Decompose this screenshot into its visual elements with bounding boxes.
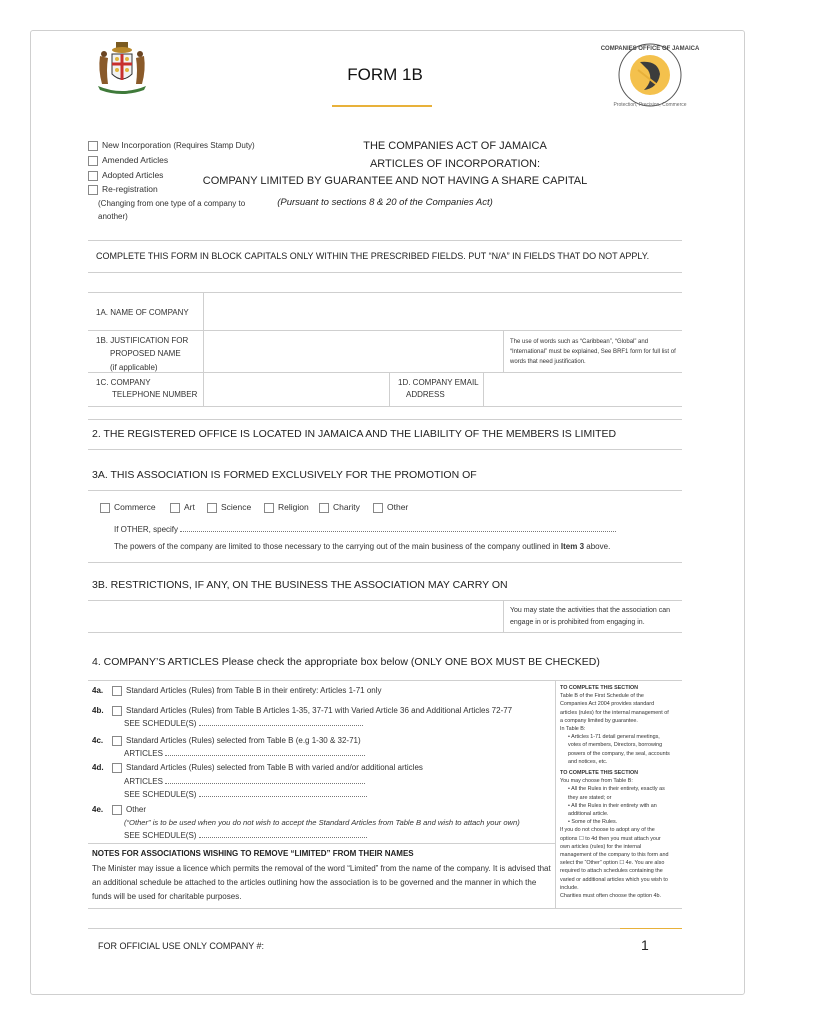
- option-4e-text: Other: [126, 805, 147, 814]
- field-1d-input[interactable]: [486, 375, 680, 405]
- option-4c[interactable]: [112, 734, 361, 747]
- field-1b-label: 1B. JUSTIFICATION FOR: [96, 336, 189, 345]
- option-4e-note: (“Other” is to be used when you do not wish to accept the Standard Articles from Table B and wish to attach your own): [124, 818, 520, 827]
- side-heading: TO COMPLETE THIS SECTION: [560, 770, 639, 777]
- table-border: [503, 330, 504, 372]
- instruction-text: COMPLETE THIS FORM IN BLOCK CAPITALS ONLY WITHIN THE PRESCRIBED FIELDS. PUT “N/A” IN FIELDS THAT DO NOT APPLY.: [96, 251, 650, 261]
- side-bullet-text: All the Rules in their entirety, exactly as they are stated; or: [568, 786, 665, 801]
- act-pursuant: (Pursuant to sections 8 & 20 of the Companies Act): [277, 197, 493, 208]
- title-underline: [332, 105, 432, 107]
- option-4e-label: 4e.: [92, 805, 104, 814]
- table-border: [88, 406, 682, 407]
- checkbox-icon[interactable]: [264, 503, 274, 513]
- table-border: [555, 680, 556, 908]
- section-2-title: 2. THE REGISTERED OFFICE IS LOCATED IN JAMAICA AND THE LIABILITY OF THE MEMBERS IS LIMITED: [92, 428, 617, 440]
- field-1d-label: ADDRESS: [406, 390, 445, 399]
- side-text: If you do not choose to adopt any of the options ☐ to 4d then you must attach your own articles (rules) for the internal management of the company to this form and select the “Other” option ☐ 4e. You are also required to attach schedules containing the varied or additional articles which you wish to include.: [560, 827, 669, 891]
- section-3b-title: 3B. RESTRICTIONS, IF ANY, ON THE BUSINESS THE ASSOCIATION MAY CARRY ON: [92, 579, 508, 591]
- checkbox-charity[interactable]: [319, 502, 360, 513]
- divider: [88, 600, 682, 601]
- side-bullet: • All the Rules in their entirety with an additional article.: [568, 802, 657, 818]
- option-4d-text: Standard Articles (Rules) selected from Table B with varied and/or additional articles: [126, 763, 423, 772]
- field-1b-label: (if applicable): [110, 363, 158, 372]
- checkbox-label: Charity: [333, 502, 360, 512]
- checkbox-icon[interactable]: [112, 736, 122, 746]
- checkbox-label: Religion: [278, 502, 309, 512]
- checkbox-icon[interactable]: [170, 503, 180, 513]
- page-number: 1: [641, 937, 649, 953]
- table-border: [503, 600, 504, 632]
- side-text: Table B of the First Schedule of the Companies Act 2004 provides standard articles (rules) for the internal management of a company limited by guarantee.: [560, 693, 669, 724]
- checkbox-icon[interactable]: [373, 503, 383, 513]
- option-4d-label: 4d.: [92, 763, 104, 772]
- field-1d-label: 1D. COMPANY EMAIL: [398, 378, 479, 387]
- seal-motto: Protection, Precision, Commerce: [613, 102, 687, 108]
- side-bullet-text: Articles 1-71 detail general meetings, votes of members, Directors, borrowing powers of the company, the seal, accounts and notices, etc.: [568, 734, 670, 765]
- field-1b-label: PROPOSED NAME: [110, 349, 181, 358]
- divider: [88, 490, 682, 491]
- checkbox-icon[interactable]: [207, 503, 217, 513]
- official-use-label: FOR OFFICIAL USE ONLY COMPANY #:: [98, 941, 265, 951]
- divider: [88, 449, 682, 450]
- powers-item-ref: Item 3: [560, 542, 585, 551]
- other-specify: [114, 523, 616, 536]
- reregistration-note: (Changing from one type of a company to: [98, 199, 246, 208]
- divider: [88, 562, 682, 563]
- field-1b-note: The use of words such as “Caribbean”, “Global” and “International” must be explained, See BRF1 form for full list of words that need justification.: [510, 339, 676, 365]
- checkbox-label: Commerce: [114, 502, 156, 512]
- side-bullet: • Articles 1-71 detail general meetings, votes of members, Directors, borrowing powers of the company, the seal, accounts and notices, etc.: [568, 734, 670, 765]
- seal-text: COMPANIES OFFICE OF JAMAICA: [600, 46, 700, 52]
- divider: [88, 928, 682, 929]
- checkbox-label: Adopted Articles: [102, 170, 164, 180]
- option-4c-label: 4c.: [92, 736, 104, 745]
- section-4-title: 4. COMPANY’S ARTICLES Please check the appropriate box below (ONLY ONE BOX MUST BE CHECKED): [92, 656, 600, 668]
- side-text: In Table B:: [560, 726, 586, 733]
- checkbox-other[interactable]: [373, 502, 408, 513]
- act-company-type: COMPANY LIMITED BY GUARANTEE AND NOT HAVING A SHARE CAPITAL: [202, 175, 588, 187]
- articles-label: ARTICLES: [124, 777, 163, 786]
- schedule-input[interactable]: [199, 829, 367, 838]
- divider: [88, 680, 682, 681]
- checkbox-label: Re-registration: [102, 184, 158, 194]
- checkbox-label: Art: [184, 502, 195, 512]
- checkbox-note: (Requires Stamp Duty): [173, 141, 255, 150]
- table-border: [203, 292, 204, 406]
- checkbox-label: Science: [221, 502, 252, 512]
- option-4b-schedule: [124, 717, 363, 730]
- footer-accent: [620, 928, 682, 929]
- side-text: Charities must often choose the option 4b.: [560, 893, 661, 900]
- checkbox-art[interactable]: [170, 502, 195, 513]
- act-title: THE COMPANIES ACT OF JAMAICA: [363, 140, 547, 152]
- divider: [88, 419, 682, 420]
- other-specify-label: If OTHER, specify: [114, 525, 179, 534]
- schedule-label: SEE SCHEDULE(S): [124, 831, 197, 840]
- checkbox-icon[interactable]: [112, 686, 122, 696]
- side-text: You may choose from Table B:: [560, 778, 633, 785]
- checkbox-icon[interactable]: [112, 706, 122, 716]
- divider: [88, 272, 682, 273]
- side-bullet-text: All the Rules in their entirety with an additional article.: [568, 802, 657, 818]
- table-border: [389, 372, 390, 406]
- option-4e[interactable]: [112, 803, 146, 816]
- table-border: [483, 372, 484, 406]
- section-3b-note: You may state the activities that the association can engage in or is prohibited from engaging in.: [510, 607, 671, 626]
- side-bullet-text: Some of the Rules.: [571, 819, 618, 826]
- field-1b-input[interactable]: [206, 333, 500, 373]
- checkbox-icon[interactable]: [319, 503, 329, 513]
- field-1c-label: TELEPHONE NUMBER: [112, 390, 198, 399]
- powers-text: The powers of the company are limited to those necessary to the carrying out of the main business of the company outlined in: [114, 542, 559, 551]
- checkbox-icon[interactable]: [112, 805, 122, 815]
- table-border: [88, 330, 682, 331]
- checkbox-label: New Incorporation: [102, 140, 171, 150]
- divider: [88, 843, 555, 844]
- notes-text: The Minister may issue a licence which permits the removal of the word “Limited” from the name of the company. It is advised that an additional schedule be attached to the articles outlining how the association is to be governed and the manner in which the funds will be used for charitable purposes.: [92, 864, 551, 901]
- checkbox-label: Other: [387, 502, 409, 512]
- side-heading: TO COMPLETE THIS SECTION: [560, 685, 639, 691]
- field-1a-label: 1A. NAME OF COMPANY: [96, 308, 189, 317]
- articles-label: ARTICLES: [124, 749, 163, 758]
- table-border: [88, 372, 682, 373]
- checkbox-science[interactable]: [207, 502, 251, 513]
- schedule-input[interactable]: [199, 788, 367, 797]
- checkbox-icon[interactable]: [112, 763, 122, 773]
- schedule-input[interactable]: [199, 717, 363, 726]
- other-specify-input[interactable]: [180, 523, 616, 532]
- powers-text-end: above.: [586, 542, 611, 551]
- option-4c-articles: [124, 747, 365, 760]
- side-bullet: • All the Rules in their entirety, exactly as they are stated; or: [568, 786, 665, 801]
- form-title: FORM 1B: [347, 65, 423, 84]
- checkbox-religion[interactable]: [264, 502, 309, 513]
- field-1c-label: 1C. COMPANY: [96, 378, 151, 387]
- section-3a-title: 3A. THIS ASSOCIATION IS FORMED EXCLUSIVELY FOR THE PROMOTION OF: [92, 469, 477, 481]
- field-1a-input[interactable]: [206, 296, 680, 328]
- divider: [88, 632, 682, 633]
- section-3b-input[interactable]: [92, 602, 498, 632]
- section-4-instructions: [560, 684, 672, 900]
- option-4e-schedule: [124, 829, 367, 842]
- option-4b[interactable]: [112, 704, 512, 717]
- option-4b-text: Standard Articles (Rules) from Table B Articles 1-35, 37-71 with Varied Article 36 and Additional Articles 72-77: [126, 706, 513, 715]
- notes-title: NOTES FOR ASSOCIATIONS WISHING TO REMOVE “LIMITED” FROM THEIR NAMES: [92, 849, 414, 858]
- option-4b-label: 4b.: [92, 706, 104, 715]
- schedule-label: SEE SCHEDULE(S): [124, 719, 197, 728]
- checkbox-icon[interactable]: [100, 503, 110, 513]
- option-4a[interactable]: [112, 684, 382, 697]
- divider: [88, 240, 682, 241]
- articles-input[interactable]: [165, 775, 365, 784]
- powers-statement: [114, 540, 610, 553]
- checkbox-commerce[interactable]: [100, 502, 156, 513]
- option-4a-text: Standard Articles (Rules) from Table B in their entirety: Articles 1-71 only: [126, 686, 382, 695]
- act-subtitle: ARTICLES OF INCORPORATION:: [369, 158, 541, 170]
- option-4d-articles: [124, 775, 365, 788]
- articles-input[interactable]: [165, 747, 365, 756]
- schedule-label: SEE SCHEDULE(S): [124, 790, 197, 799]
- option-4c-text: Standard Articles (Rules) selected from Table B (e.g 1-30 & 32-71): [126, 736, 361, 745]
- divider: [88, 908, 682, 909]
- side-bullet: • Some of the Rules.: [568, 819, 618, 826]
- option-4d[interactable]: [112, 761, 423, 774]
- reregistration-note: another): [98, 212, 128, 221]
- checkbox-label: Amended Articles: [102, 155, 169, 165]
- table-border: [88, 292, 682, 293]
- option-4d-schedule: [124, 788, 367, 801]
- option-4a-label: 4a.: [92, 686, 104, 695]
- field-1c-input[interactable]: [206, 375, 386, 405]
